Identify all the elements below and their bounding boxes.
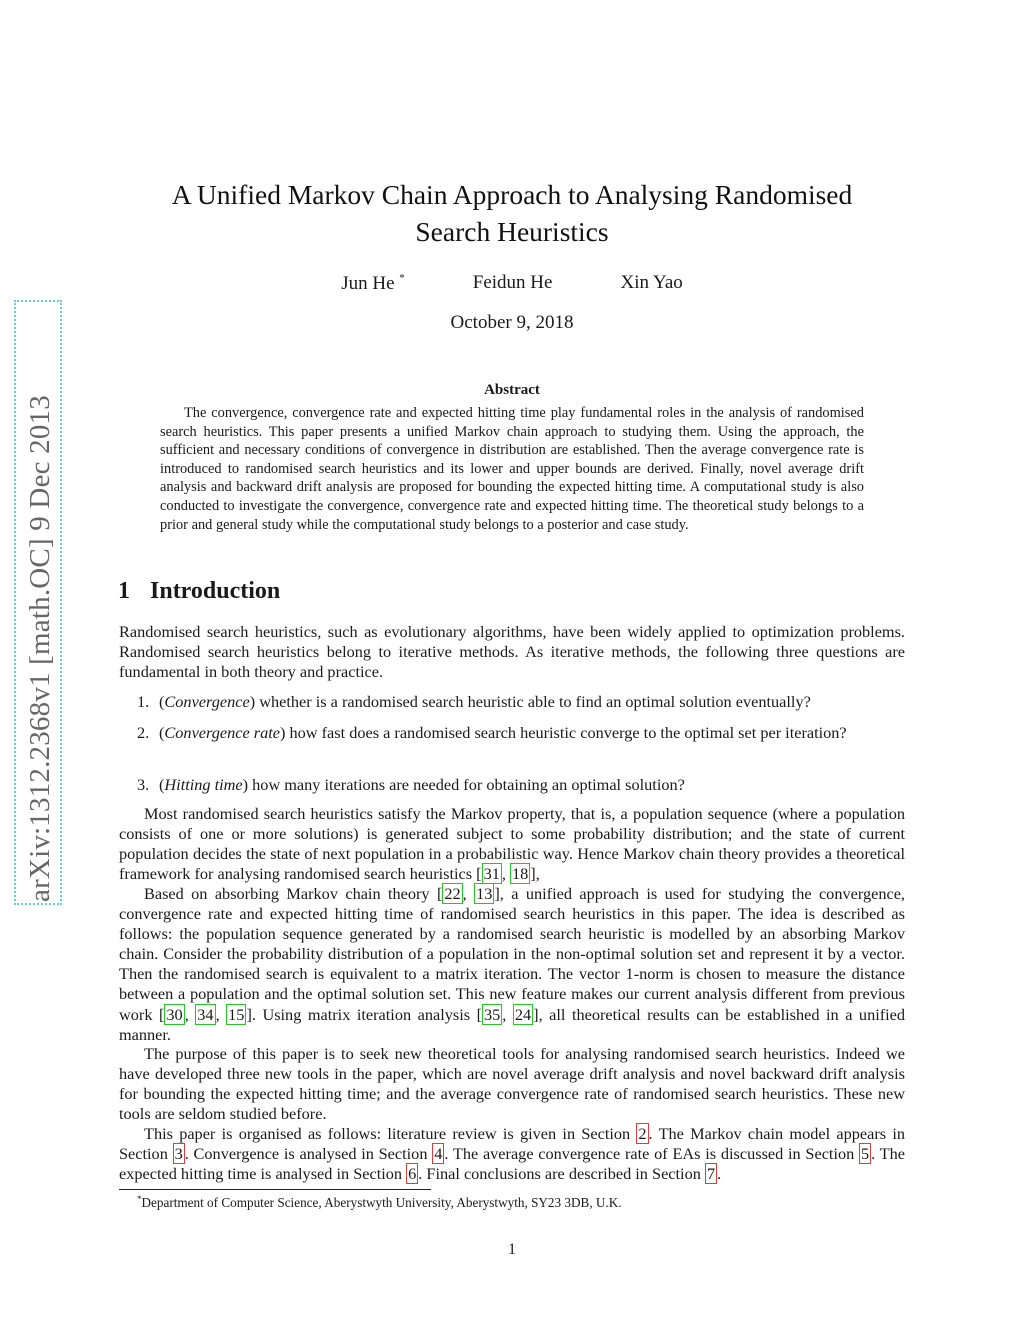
organisation-paragraph: This paper is organised as follows: literature review is given in Section 2 . The Markov chain model appears in Section 3 . Convergence is analysed in Section 4 . The average convergence rate of EAs is discussed in Section 5 . The expected hitting time is analysed in Section 6 . Final conclusions are described in Section 7 . <box>119 1124 905 1184</box>
title-line-2: Search Heuristics <box>415 216 609 247</box>
approach-paragraph: Based on absorbing Markov chain theory [ 22 , 13 ], a unified approach is used for studying the convergence, convergence rate and expected hitting time of randomised search heuristics in this paper. The idea is described as follows: the population sequence generated by a randomised search heuristic is modelled by an absorbing Markov chain. Consider the probability distribution of a population in the non-optimal solution set and represent it by a vector. Then the randomised search is equivalent to a matrix iteration. The vector 1-norm is chosen to measure the distance between a population and the optimal solution set. This new feature makes our current analysis different from previous work [ 30 , 34 , 15 ]. Using matrix iteration analysis [ 35 , 24 ], all theoretical results can be established in a unified manner. <box>119 884 906 1044</box>
citation-link[interactable]: 22 <box>444 884 461 903</box>
markov-property-paragraph: Most randomised search heuristics satisfy the Markov property, that is, a population sequence (where a population consists of one or more solutions) is generated subject to some probability distribution; and the state of current population decides the state of next population in a probabilistic way. Hence Markov chain theory provides a theoretical framework for analysing randomised search heuristics [ 31 , 18 ], <box>119 804 905 884</box>
paper-title <box>120 176 904 250</box>
section-link[interactable]: 5 <box>861 1144 870 1164</box>
purpose-paragraph: The purpose of this paper is to seek new theoretical tools for analysing randomised search heuristics. Indeed we have developed three new tools in the paper, which are novel average drift analysis and novel backward drift analysis for bounding the expected hitting time; and the average convergence rate of randomised search heuristics. These new tools are seldom studied before. <box>119 1044 905 1124</box>
citation-link[interactable]: 13 <box>476 884 493 903</box>
section-link[interactable]: 6 <box>408 1164 417 1184</box>
citation-link[interactable]: 31 <box>483 864 500 884</box>
paper-date: October 9, 2018 <box>450 312 574 333</box>
author-footnote-mark: * <box>399 272 405 284</box>
arxiv-stamp: arXiv:1312.2368v1 [math.OC] 9 Dec 2013 <box>24 395 56 902</box>
author-list <box>120 272 904 295</box>
section-link[interactable]: 2 <box>638 1124 647 1143</box>
footnote-rule <box>119 1189 431 1190</box>
author-3: Xin Yao <box>620 272 683 293</box>
intro-paragraph: Randomised search heuristics, such as evolutionary algorithms, have been widely applied to optimization problems. Randomised search heuristics belong to iterative methods. As iterative methods, the following three questions are fundamental in both theory and practice. <box>119 622 905 682</box>
section-number: 1 <box>118 578 130 604</box>
section-heading <box>118 578 280 605</box>
author-1: Jun He * <box>341 272 405 294</box>
footnote-text: Department of Computer Science, Aberystwyth University, Aberystwyth, SY23 3DB, U.K. <box>141 1195 622 1210</box>
citation-link[interactable]: 30 <box>166 1004 183 1024</box>
author-2: Feidun He <box>472 272 553 293</box>
section-title: Introduction <box>150 578 281 604</box>
title-line-1: A Unified Markov Chain Approach to Analysing Randomised <box>171 179 853 210</box>
section-link[interactable]: 7 <box>706 1164 716 1184</box>
question-item-1: 1. (Convergence) whether is a randomised search heuristic able to find an optimal solution eventually? <box>137 692 811 711</box>
citation-link[interactable]: 18 <box>512 864 529 884</box>
abstract-heading: Abstract <box>484 382 540 398</box>
footnote <box>119 1194 905 1211</box>
section-link[interactable]: 4 <box>434 1144 443 1164</box>
question-item-3: 3. (Hitting time) how many iterations are needed for obtaining an optimal solution? <box>137 775 685 794</box>
citation-link[interactable]: 24 <box>514 1004 532 1024</box>
abstract-text: The convergence, convergence rate and expected hitting time play fundamental roles in the analysis of randomised search heuristics. This paper presents a unified Markov chain approach to studying them. Using the approach, the sufficient and necessary conditions of convergence in distribution are established. Then the average convergence rate is introduced to randomised search heuristics and its lower and upper bounds are derived. Finally, novel average drift analysis and backward drift analysis are proposed for bounding the expected hitting time. A computational study is also conducted to investigate the convergence, convergence rate and expected hitting time. The theoretical study belongs to a prior and general study while the computational study belongs to a posterior and case study. <box>160 405 864 533</box>
page-number: 1 <box>508 1241 516 1258</box>
question-item-2: 2. (Convergence rate) how fast does a randomised search heuristic converge to the optimal set per iteration? <box>137 723 847 742</box>
section-link[interactable]: 3 <box>174 1144 183 1164</box>
citation-link[interactable]: 35 <box>484 1004 501 1024</box>
citation-link[interactable]: 34 <box>197 1004 214 1024</box>
footnote-mark: * <box>137 1194 142 1204</box>
citation-link[interactable]: 15 <box>228 1004 245 1024</box>
